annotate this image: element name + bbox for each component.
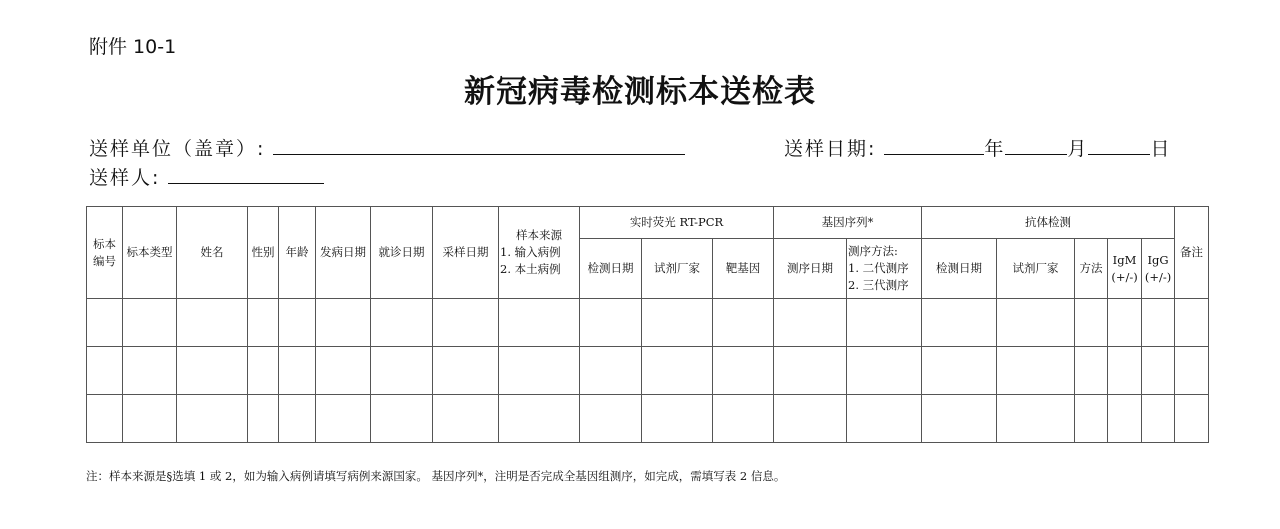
sender-person-line[interactable] — [168, 165, 324, 184]
send-date-field — [784, 134, 1171, 161]
group-header-antibody: 抗体检测 — [922, 207, 1175, 239]
table-row — [87, 299, 1209, 347]
group-header-rtpcr: 实时荧光 RT-PCR — [580, 207, 774, 239]
header-seq-method — [847, 239, 922, 299]
sender-unit-field — [89, 134, 685, 161]
sender-unit-label: 送样单位（盖章）: — [89, 138, 266, 160]
source-title: 样本来源 — [516, 228, 562, 243]
seq-method-title: 测序方法: — [848, 244, 898, 259]
seq-method-option-2: 2. 三代测序 — [848, 277, 909, 292]
header-seq-date: 测序日期 — [774, 239, 847, 299]
header-collect-date: 采样日期 — [433, 207, 499, 299]
header-sample-no: 标本编号 — [87, 207, 123, 299]
document-title: 新冠病毒检测标本送检表 — [464, 74, 816, 110]
header-sample-type: 标本类型 — [123, 207, 177, 299]
source-option-1: 1. 输入病例 — [500, 245, 561, 260]
sender-person-field — [89, 163, 324, 190]
day-label: 日 — [1150, 138, 1172, 160]
header-ab-test-date: 检测日期 — [922, 239, 997, 299]
sender-unit-line[interactable] — [273, 136, 685, 155]
header-pcr-target: 靶基因 — [713, 239, 774, 299]
footnote: 注：样本来源是§选填 1 或 2，如为输入病例请填写病例来源国家。 基因序列*，注明是否完成全基因组测序，如完成，需填写表 2 信息。 — [86, 469, 786, 483]
sender-person-label: 送样人: — [89, 167, 161, 189]
header-ab-vendor: 试剂厂家 — [997, 239, 1075, 299]
header-ab-method: 方法 — [1075, 239, 1108, 299]
header-remarks: 备注 — [1175, 207, 1209, 299]
header-onset-date: 发病日期 — [316, 207, 371, 299]
header-pcr-test-date: 检测日期 — [580, 239, 642, 299]
month-label: 月 — [1067, 138, 1089, 160]
attachment-label: 附件 10-1 — [89, 36, 177, 58]
header-name: 姓名 — [177, 207, 248, 299]
header-igm: IgM (+/-) — [1108, 239, 1142, 299]
table-row — [87, 347, 1209, 395]
year-line[interactable] — [884, 136, 984, 155]
day-line[interactable] — [1088, 136, 1150, 155]
group-header-sequencing: 基因序列* — [774, 207, 922, 239]
table-header-row-1 — [87, 207, 1209, 239]
header-sex: 性别 — [248, 207, 279, 299]
year-label: 年 — [984, 138, 1006, 160]
send-date-label: 送样日期: — [784, 138, 877, 160]
sample-form-table — [86, 206, 1209, 443]
table-row — [87, 395, 1209, 443]
header-visit-date: 就诊日期 — [371, 207, 433, 299]
header-pcr-vendor: 试剂厂家 — [642, 239, 713, 299]
header-sample-source — [499, 207, 580, 299]
header-age: 年龄 — [279, 207, 316, 299]
source-option-2: 2. 本土病例 — [500, 261, 561, 276]
seq-method-option-1: 1. 二代测序 — [848, 261, 909, 276]
month-line[interactable] — [1005, 136, 1067, 155]
header-igg: IgG (+/-) — [1142, 239, 1175, 299]
